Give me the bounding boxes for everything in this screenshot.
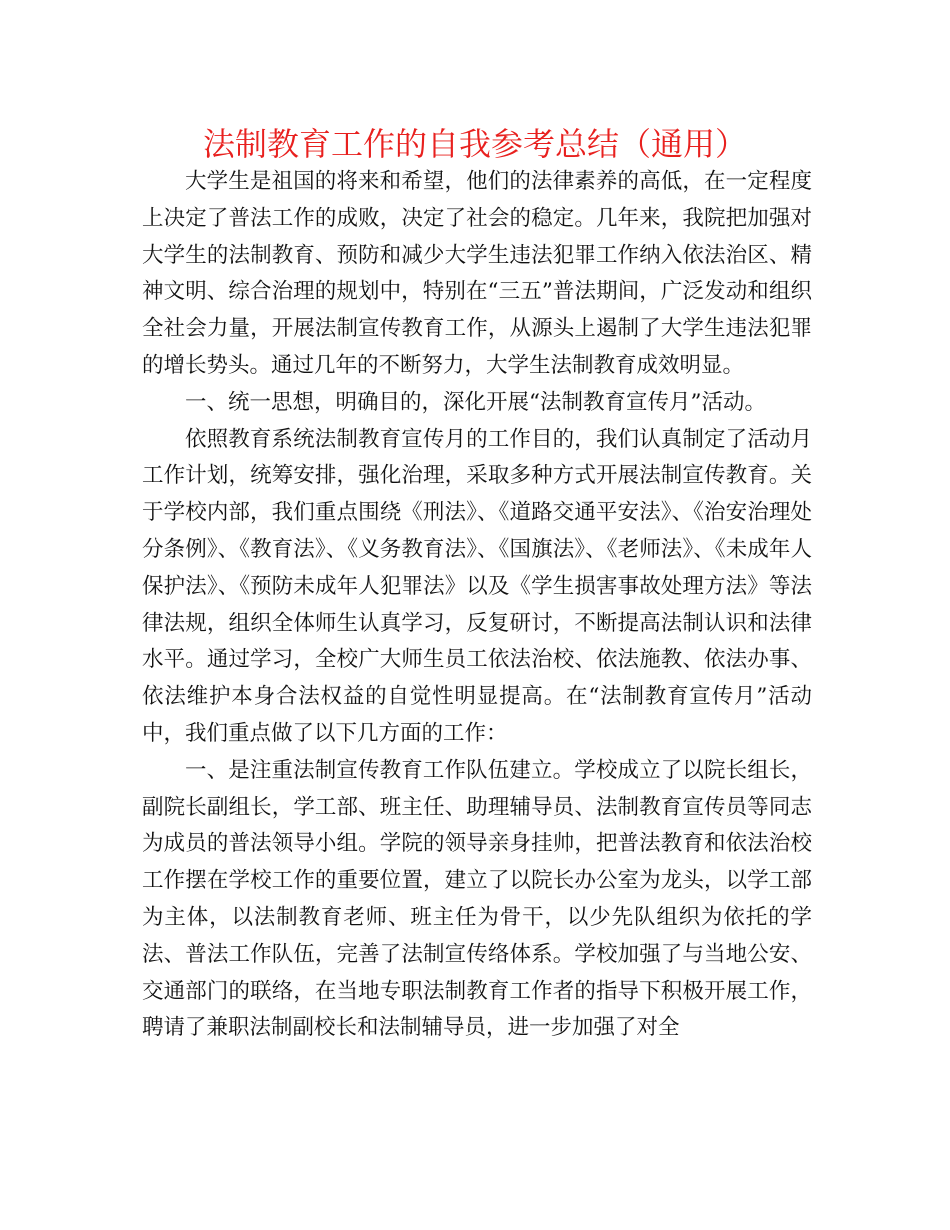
paragraph-activity-month: 依照教育系统法制教育宣传月的工作目的，我们认真制定了活动月工作计划，统筹安排，强化治理，采取多种方式开展法制宣传教育。关于学校内部，我们重点围绕《刑法》、《道路交通平安法》、《治安治理处分条例》、《教育法》、《义务教育法》、《国旗法》、《老师法》、《未成年人保护法》、《预防未成年人犯罪法》以及《学生损害事故处理方法》等法律法规，组织全体师生认真学习，反复研讨，不断提高法制认识和法律水平。通过学习，全校广大师生员工依法治校、依法施教、依法办事、依法维护本身合法权益的自觉性明显提高。在“法制教育宣传月”活动中，我们重点做了以下几方面的工作： (142, 426, 812, 746)
paragraph-team-building: 一、是注重法制宣传教育工作队伍建立。学校成立了以院长组长，副院长副组长，学工部、班主任、助理辅导员、法制教育宣传员等同志为成员的普法领导小组。学院的领导亲身挂帅，把普法教育和依法治校工作摆在学校工作的重要位置，建立了以院长办公室为龙头，以学工部为主体，以法制教育老师、班主任为骨干，以少先队组织为依托的学法、普法工作队伍，完善了法制宣传络体系。学校加强了与当地公安、交通部门的联络，在当地专职法制教育工作者的指导下积极开展工作，聘请了兼职法制副校长和法制辅导员，进一步加强了对全 (142, 757, 812, 1041)
paragraph-section-heading: 一、统一思想，明确目的，深化开展“法制教育宣传月”活动。 (185, 389, 766, 415)
paragraph-intro: 大学生是祖国的将来和希望，他们的法律素养的高低，在一定程度上决定了普法工作的成败，决定了社会的稳定。几年来，我院把加强对大学生的法制教育、预防和减少大学生违法犯罪工作纳入依法治区、精神文明、综合治理的规划中，特别在“三五”普法期间，广泛发动和组织全社会力量，开展法制宣传教育工作，从源头上遏制了大学生违法犯罪的增长势头。通过几年的不断努力，大学生法制教育成效明显。 (142, 169, 812, 378)
document-body (142, 164, 812, 1047)
document-title: 法制教育工作的自我参考总结（通用） (202, 125, 747, 163)
